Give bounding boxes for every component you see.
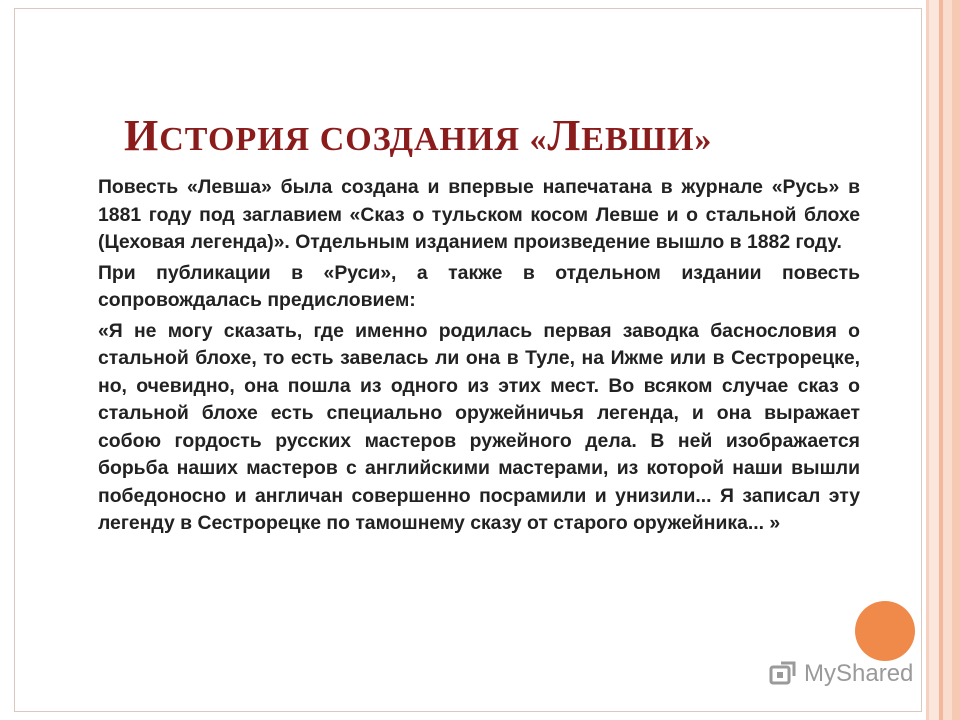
myshared-logo-icon	[768, 659, 798, 689]
watermark	[768, 656, 913, 692]
decorative-orange-circle	[855, 601, 915, 661]
title-first-letter: И	[124, 111, 160, 160]
slide-title	[124, 110, 824, 161]
paragraph-history: Повесть «Левша» была создана и впервые напечатана в журнале «Русь» в 1881 году под заглавием «Сказ о тульском косом Левше и о стальной блохе (Цеховая легенда)». Отдельным изданием произведение вышло в 1882 году.	[98, 176, 860, 253]
paragraph-publication: При публикации в «Руси», а также в отдельном издании повесть сопровождалась предисловием:	[98, 261, 860, 311]
decorative-edge-stripes	[926, 0, 960, 720]
paragraph-preface-quote: «Я не могу сказать, где именно родилась первая заводка баснословия о стальной блохе, то есть завелась ли она в Туле, на Ижме или в Сестрорецке, но, очевидно, она пошла из одного из этих мест. Во всяком случае сказ о стальной блохе есть специально оружейничья легенда, и она выражает собою гордость русских мастеров ружейного дела. В ней изображается борьба наших мастеров с английскими мастерами, из которой наши вышли победоносно и англичан совершенно посрамили и унизили... Я записал эту легенду в Сестрорецке по тамошнему сказу от старого оружейника... »	[98, 319, 860, 534]
slide-body	[98, 174, 860, 538]
title-second-letter: Л	[547, 111, 582, 160]
title-part-2: ЕВШИ»	[581, 121, 713, 158]
watermark-text: MyShared	[804, 660, 914, 687]
title-part-1: СТОРИЯ СОЗДАНИЯ «	[159, 121, 548, 158]
